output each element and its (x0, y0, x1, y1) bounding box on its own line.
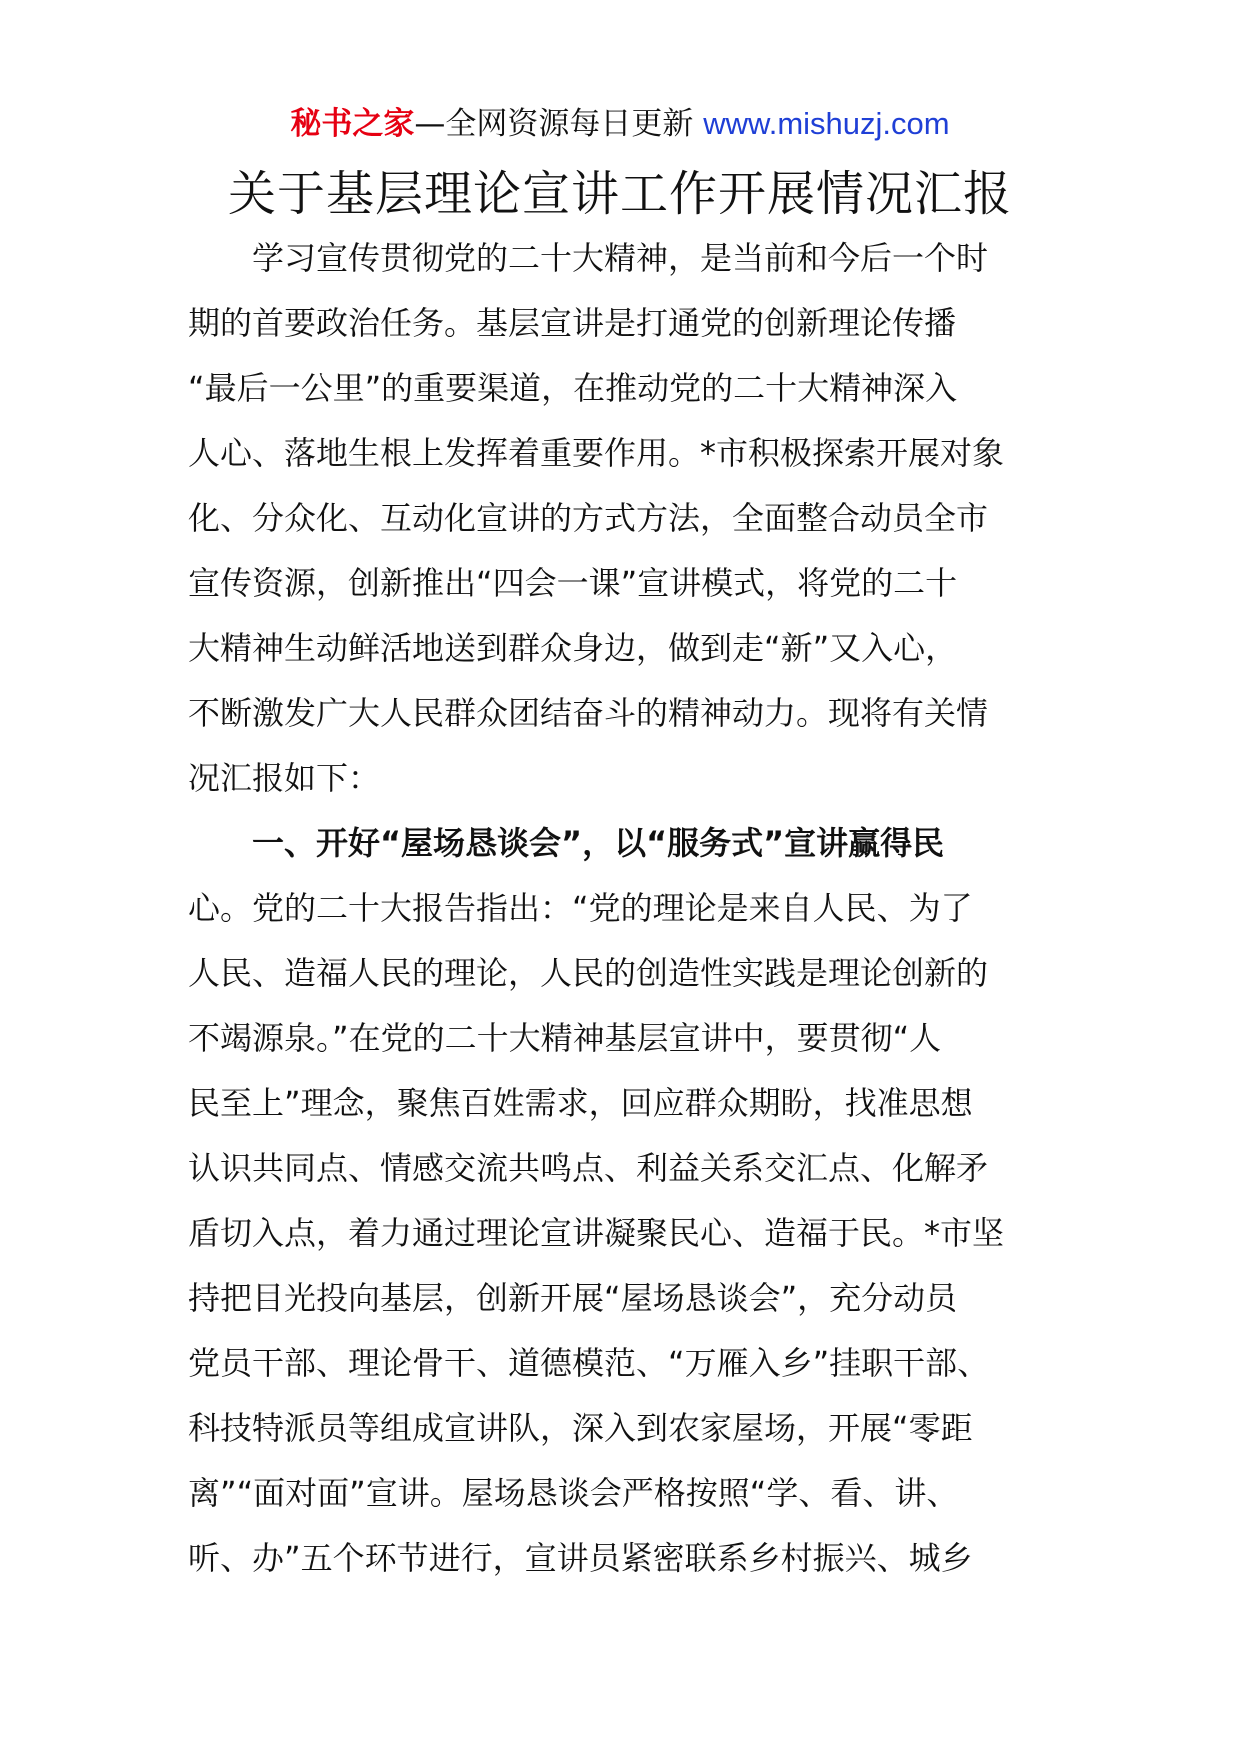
paragraph-line: 科技特派员等组成宣讲队，深入到农家屋场，开展“零距 (188, 1409, 973, 1447)
paragraph-line: “最后一公里”的重要渠道，在推动党的二十大精神深入 (188, 369, 958, 407)
header-tagline: —全网资源每日更新 (414, 106, 694, 142)
paragraph-line: 不断激发广大人民群众团结奋斗的精神动力。现将有关情 (188, 694, 989, 732)
paragraph-line: 学习宣传贯彻党的二十大精神，是当前和今后一个时 (252, 239, 989, 277)
paragraph-line: 离”“面对面”宣讲。屋场恳谈会严格按照“学、看、讲、 (188, 1474, 959, 1512)
site-url-link[interactable]: www.mishuzj.com (703, 106, 950, 141)
document-title: 关于基层理论宣讲工作开展情况汇报 (227, 166, 1012, 222)
paragraph-line: 人心、落地生根上发挥着重要作用。*市积极探索开展对象 (188, 434, 1005, 472)
paragraph-line: 况汇报如下： (188, 759, 381, 797)
paragraph-line: 党员干部、理论骨干、道德模范、“万雁入乡”挂职干部、 (188, 1344, 990, 1382)
paragraph-line: 人民、造福人民的理论，人民的创造性实践是理论创新的 (188, 954, 989, 992)
paragraph-line: 心。党的二十大报告指出：“党的理论是来自人民、为了 (188, 889, 973, 927)
site-header (0, 104, 1240, 144)
paragraph-line: 盾切入点，着力通过理论宣讲凝聚民心、造福于民。*市坚 (188, 1214, 1005, 1252)
paragraph-line: 化、分众化、互动化宣讲的方式方法，全面整合动员全市 (188, 499, 989, 537)
paragraph-line: 听、办”五个环节进行，宣讲员紧密联系乡村振兴、城乡 (188, 1539, 973, 1577)
paragraph-line: 不竭源泉。”在党的二十大精神基层宣讲中，要贯彻“人 (188, 1019, 942, 1057)
paragraph-line: 大精神生动鲜活地送到群众身边，做到走“新”又入心， (188, 629, 958, 667)
section-heading-line: 一、开好“屋场恳谈会”，以“服务式”宣讲赢得民 (252, 824, 945, 862)
paragraph-line: 期的首要政治任务。基层宣讲是打通党的创新理论传播 (188, 304, 957, 342)
paragraph-line: 民至上”理念，聚焦百姓需求，回应群众期盼，找准思想 (188, 1084, 973, 1122)
paragraph-line: 宣传资源，创新推出“四会一课”宣讲模式，将党的二十 (188, 564, 958, 602)
brand-name: 秘书之家 (290, 106, 415, 142)
document-body (188, 226, 1040, 1591)
paragraph-line: 认识共同点、情感交流共鸣点、利益关系交汇点、化解矛 (188, 1149, 989, 1187)
paragraph-line: 持把目光投向基层，创新开展“屋场恳谈会”，充分动员 (188, 1279, 958, 1317)
